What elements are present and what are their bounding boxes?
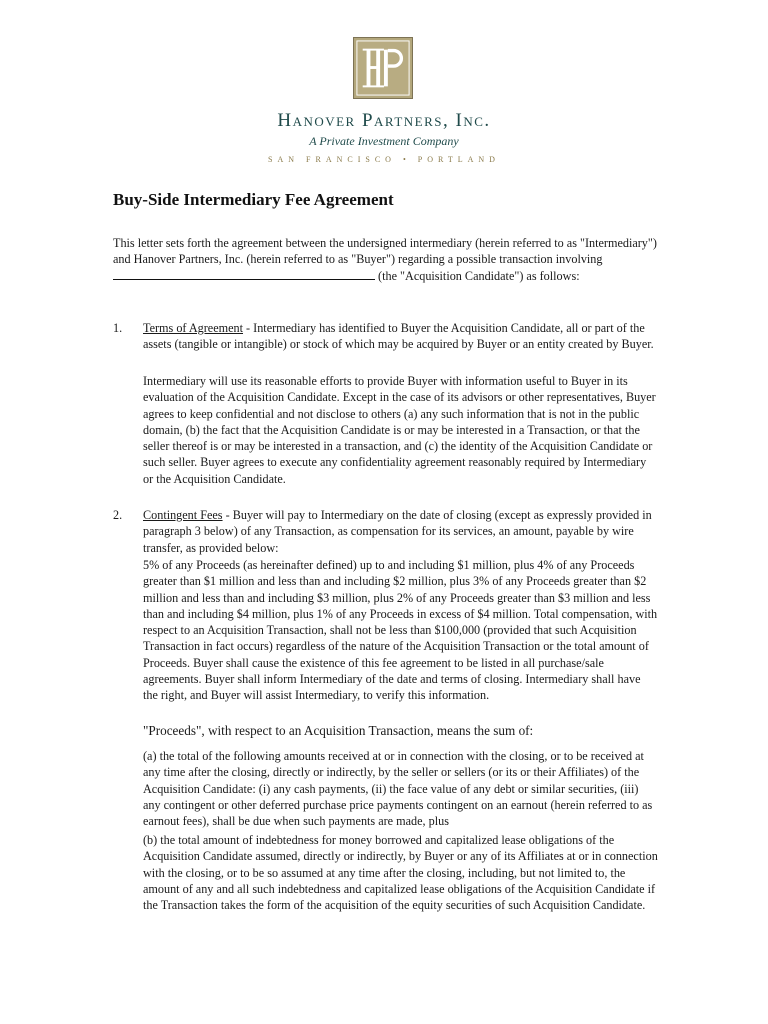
company-locations: SAN FRANCISCO • PORTLAND [268,155,500,164]
section-1-paragraph-2: Intermediary will use its reasonable efforts to provide Buyer with information useful to Buyer in its evaluation of the Acquisition Candidate. Except in the case of its advisors or other representatives, Buyer agrees to keep confidential and not disclose to others (a) any such information that is not in the public domain, (b) the fact that the Acquisition Candidate is or may be interested in a Transaction, or that the seller thereof is or may be interested in a transaction, and (c) the identity of the Acquisition Candidate or such seller. Buyer agrees to execute any confidentiality agreement reasonably required by Intermediary or the Acquisition Candidate. [143,374,656,486]
intro-text-start: This letter sets forth the agreement between the undersigned intermediary (herein referred to as "Intermediary") and Hanover Partners, Inc. (herein referred to as "Buyer") regarding a possible transaction involving [113,236,657,267]
proceeds-clause-a: (a) the total of the following amounts received at or in connection with the closing, or to be received at any time after the closing, directly or indirectly, by the seller or sellers (or its or their Affiliates) of the Acquisition Candidate: (i) any cash payments, (ii) the face value of any debt or similar securities, (iii) any contingent or other deferred purchase price payments contingent on an earnout (herein referred to as earnout fees), shall be due when such payments are made, plus [143,749,653,829]
proceeds-clause-b: (b) the total amount of indebtedness for money borrowed and capitalized lease obligations of the Acquisition Candidate assumed, directly or indirectly, by Buyer or any of its Affiliates at or in connection with the closing, or to be so assumed at any time after the closing, including, but not limited to, the amount of any and all such indebtedness and capitalized lease obligations of the Acquisition Candidate if the Transaction takes the form of the acquisition of the equity securities of such Acquisition Candidate. [143,833,658,913]
section-2-lead-text: - Buyer will pay to Intermediary on the date of closing (except as expressly provided in paragraph 3 below) of any Transaction, as compensation for its services, an amount, payable by wire transfer, as provided below: [143,508,652,555]
proceeds-definition-heading: "Proceeds", with respect to an Acquisition Transaction, means the sum of: [143,723,534,738]
section-2-heading: Contingent Fees [143,508,223,522]
section-2-lead [143,507,658,556]
document-title: Buy-Side Intermediary Fee Agreement [113,190,394,209]
intro-paragraph [113,235,658,284]
section-1-number: 1. [113,321,123,335]
section-1-lead [143,320,658,353]
intro-text-end: (the "Acquisition Candidate") as follows: [375,268,580,283]
section-1-lead-text: - Intermediary has identified to Buyer the Acquisition Candidate, all or part of the assets (tangible or intangible) or stock of which may be acquired by Buyer or an entity created by Buyer. [143,321,654,352]
logo-monogram-icon [354,38,412,98]
company-name: Hanover Partners, Inc. [277,110,491,131]
section-1-heading: Terms of Agreement [143,321,243,335]
acquisition-candidate-blank [113,268,375,280]
company-tagline: A Private Investment Company [309,134,459,148]
section-2-fee-schedule: 5% of any Proceeds (as hereinafter defined) up to and including $1 million, plus 4% of any Proceeds greater than $1 million and less than and including $2 million, plus 3% of any Proceeds greater than $2 million and less than and including $3 million, plus 2% of any Proceeds greater than $3 million and less than and including $4 million, plus 1% of any Proceeds in excess of $4 million. Total compensation, with respect to an Acquisition Transaction, shall not be less than $100,000 (provided that such Acquisition Transaction in fact occurs) regardless of the nature of the Acquisition Transaction or the total amount of Proceeds. Buyer shall cause the existence of this fee agreement to be listed in all purchase/sale agreements. Buyer shall inform Intermediary of the date and terms of closing. Intermediary shall have the right, and Buyer will assist Intermediary, to verify this information. [143,558,658,703]
company-logo [353,37,413,99]
section-2-number: 2. [113,508,123,522]
